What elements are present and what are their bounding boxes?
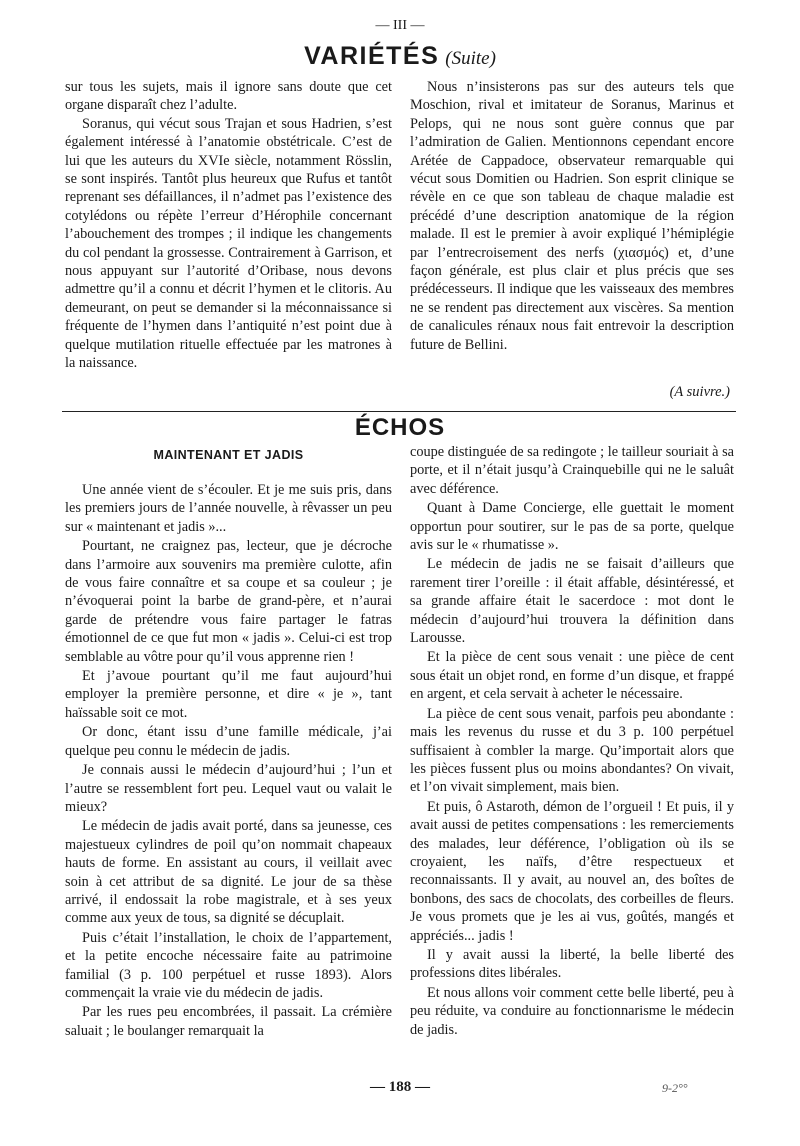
varietes-right-column: [410, 78, 734, 354]
paragraph: Et nous allons voir comment cette belle liberté, peu à peu réduite, va conduire au fonctionnarisme le médecin de jadis.: [410, 984, 734, 1038]
to-be-continued: (A suivre.): [669, 384, 730, 400]
paragraph: La pièce de cent sous venait, parfois peu abondante : mais les revenus du russe et du 3 p. 100 perpétuel suffisaient à combler la marge. Qu’importait alors que les pièces fussent plus ou moins abondantes? On vivait, et l’on vivait simplement, mais bien.: [410, 705, 734, 796]
paragraph: Quant à Dame Concierge, elle guettait le moment opportun pour soutirer, sur le pas de sa porte, quelque avis sur le « rhumatisse ».: [410, 500, 734, 554]
paragraph: Puis c’était l’installation, le choix de l’appartement, et la petite encoche nécessaire faite au patrimoine familial (3 p. 100 perpétuel et russe 1893). Alors commençait la vraie vie du médecin de jadis.: [65, 929, 392, 1001]
varietes-left-column: [65, 78, 392, 373]
paragraph: Le médecin de jadis ne se faisait d’ailleurs que rarement tirer l’oreille : il était affable, désintéressé, et sa grande affaire était le sacerdoce : mot dont le médecin d’aujourd’hui trouvera la définition dans Larousse.: [410, 556, 734, 647]
varietes-title: VARIÉTÉS: [304, 42, 440, 70]
echos-title: ÉCHOS: [354, 414, 446, 441]
echos-left-column: [65, 481, 392, 1041]
top-page-number: — III —: [375, 18, 425, 33]
folio-number: — 188 —: [370, 1079, 430, 1095]
paragraph: sur tous les sujets, mais il ignore sans doute que cet organe disparaît chez l’adulte.: [65, 79, 392, 114]
paragraph: Par les rues peu encombrées, il passait. La crémière saluait ; le boulanger remarquait la: [65, 1004, 392, 1039]
paragraph: Le médecin de jadis avait porté, dans sa jeunesse, ces majestueux cylindres de poil qu’on nommait chapeaux hauts de forme. En assistant au cours, il veillait avec soin à cet attribut de sa dignité. Le jour de sa thèse arrivé, il endossait la robe magistrale, et à ses yeux comme aux yeux de tous, sa dignité se décuplait.: [65, 818, 392, 927]
varietes-suite: (Suite): [445, 48, 496, 69]
paragraph: Il y avait aussi la liberté, la belle liberté des professions dites libérales.: [410, 946, 734, 982]
paragraph: Et la pièce de cent sous venait : une pièce de cent sous était un objet rond, en forme d’un disque, et frappé en argent, et cela servait à acheter le nécessaire.: [410, 649, 734, 703]
paragraph: Une année vient de s’écouler. Et je me suis pris, dans les premiers jours de l’année nouvelle, à rêvasser un peu sur « maintenant et jadis »...: [65, 482, 392, 535]
paragraph: coupe distinguée de sa redingote ; le tailleur souriait à sa porte, et il n’était jusqu’à Crainquebille qui ne le saluât avec déférence.: [410, 444, 734, 497]
print-mark: 9-2°°: [662, 1081, 688, 1095]
echos-right-column: [410, 443, 734, 1040]
paragraph: Et j’avoue pourtant qu’il me faut aujourd’hui employer la première personne, et dire « je », tant haïssable soit ce mot.: [65, 668, 392, 721]
paragraph: Nous n’insisterons pas sur des auteurs tels que Moschion, rival et imitateur de Soranus, Marinus et Pelops, qui ne nous sont guère connus que par l’admiration de Galien. Mentionnons cependant encore Arétée de Cappadoce, observateur remarquable qui vécut sous Domitien ou Hadrien. Son esprit clinique se révèle en ce que son tableau de chaque maladie est précédé d’une description anatomique de la région malade. Il est le premier à avoir expliqué l’hémiplégie par l’entrecroisement des nerfs (χιασμός) et, d’une façon générale, est plus clair et plus précis que ses prédécesseurs. Il indique que les vaisseaux des membres ne se rendent pas directement aux viscères. Sa mention de canalicules rénaux nous fait entrevoir la description future de Bellini.: [410, 79, 734, 353]
section-title-varietes: [0, 42, 800, 71]
paragraph: Et puis, ô Astaroth, démon de l’orgueil ! Et puis, il y avait aussi de petites compensations : les remerciements des malades, leur déférence, l’obligation où ils se croyaient, les naïfs, d’être respectueux et reconnaissants. Il y avait, au nouvel an, des boîtes de bonbons, des sacs de chocolats, des corbeilles de fleurs. Je vous promets que je les ai vus, goûtés, mangés et appréciés... jadis !: [410, 798, 734, 944]
paragraph: Pourtant, ne craignez pas, lecteur, que je décroche dans l’armoire aux souvenirs ma première culotte, afin de vous faire connaître et sa coupe et sa couleur ; je n’évoquerai point la barbe de grand-père, et n’aurai garde de prétendre vous faire partager le fatras émotionnel de ce que fut mon « jadis ». Celui-ci est trop semblable au vôtre pour qu’il vous apprenne rien !: [65, 538, 392, 665]
paragraph: Je connais aussi le médecin d’aujourd’hui ; l’un et l’autre se ressemblent fort peu. Lequel vaut ou valait le mieux?: [65, 762, 392, 815]
section-divider: [62, 411, 736, 412]
paragraph: Soranus, qui vécut sous Trajan et sous Hadrien, s’est également intéressé à l’anatomie obstétricale. C’est de lui que les auteurs du XVIe siècle, notamment Rösslin, se sont inspirés. Tantôt plus heureux que Rufus et tantôt reprenant ses défaillances, il n’admet pas l’existence des cotylédons ou répète l’erreur d’Hérophile concernant l’abouchement des trompes ; il indique les changements du col pendant la grossesse. Contrairement à Garrison, et nous appuyant sur l’autorité d’Oribase, nous devons admettre qu’il a connu et décrit l’hymen et le clitoris. Au demeurant, on peut se demander si la méconnaissance si fréquente de l’hymen dans l’antiquité n’est point due à quelque mutilation rituelle effectuée par les matrones à la naissance.: [65, 115, 392, 372]
echos-subtitle: MAINTENANT ET JADIS: [153, 448, 304, 462]
paragraph: Or donc, étant issu d’une famille médicale, j’ai quelque peu connu le médecin de jadis.: [65, 724, 392, 759]
